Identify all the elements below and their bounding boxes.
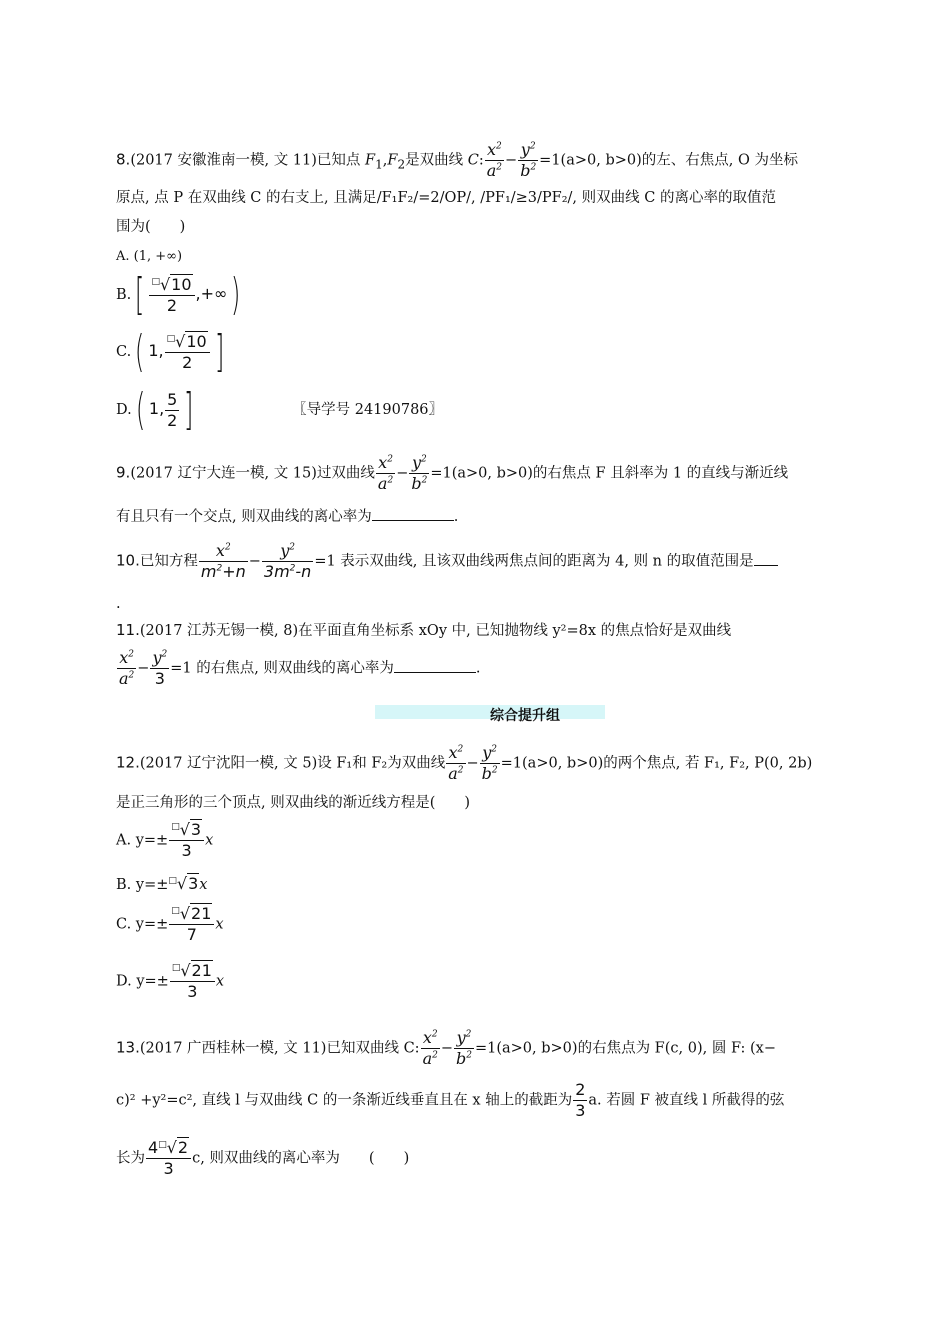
q8-line3: 围为( ) (116, 219, 186, 235)
q10-end: . (116, 596, 121, 612)
q9-line1: 9.(2017 辽宁大连一模, 文 15)过双曲线 $\frac{x^2}{a^2}$ − $\frac{y^2}{b^2}$ =1(a>0, b>0)的右焦点 F 且斜率为 1 的直线与渐近线 (116, 453, 789, 493)
q12-line2: 是正三角形的三个顶点, 则双曲线的渐近线方程是( ) (116, 795, 471, 811)
q8-line1: 8.(2017 安徽淮南一模, 文 11)已知点 $F_1,F_2$是双曲线 C: $\frac{x^2}{a^2}$ − $\frac{y^2}{b^2}$ =1(a>0, b>0)的左、右焦点, O 为坐标 (116, 140, 798, 180)
q12-option-b: B. y=±□√3x (116, 874, 208, 893)
q11-line1: 11.(2017 江苏无锡一模, 8)在平面直角坐标系 xOy 中, 已知抛物线 y²=8x 的焦点恰好是双曲线 (116, 621, 732, 639)
q8-reference: 〖导学号 24190786〗 (292, 402, 444, 418)
q12-option-c: C. y=± $\frac{^□√21}{7}$ x (116, 904, 224, 944)
q12-option-a: A. y=± $\frac{^□√3}{3}$ x (116, 820, 214, 860)
q8-source: (2017 安徽淮南一模, 文 11) (130, 152, 317, 169)
q11-line2: $\frac{x^2}{a^2}$ − $\frac{y^2}{3}$ =1 的右焦点, 则双曲线的离心率为 . (119, 648, 481, 688)
q13-line1: 13.(2017 广西桂林一模, 文 11)已知双曲线 C: $\frac{x^2}{a^2}$ − $\frac{y^2}{b^2}$ =1(a>0, b>0)的右焦点为 F(c, 0), 圆 F: (x− (116, 1028, 776, 1068)
q8-frac-y2-b2: $\frac{y^2}{b^2}$ (520, 140, 537, 180)
q8-stem-1: 已知点 (316, 152, 366, 169)
q10-answer-blank[interactable] (754, 551, 778, 566)
q8-frac-x2-a2: $\frac{x^2}{a^2}$ (486, 140, 503, 180)
q8-option-d: D.( 1, $\frac{5}{2}$ ] 〖导学号 24190786〗 (116, 384, 444, 435)
q8-option-a: A. (1, +∞) (116, 249, 183, 264)
q12-line1: 12.(2017 辽宁沈阳一模, 文 5)设 F₁和 F₂为双曲线 $\frac{x^2}{a^2}$ − $\frac{y^2}{b^2}$ =1(a>0, b>0)的两个焦点, 若 F₁, F₂, P(0, 2b) (116, 743, 813, 783)
q8-option-b: B.[ $\frac{^□√10}{2}$ ,+∞) (116, 269, 241, 320)
q12-option-d: D. y=± $\frac{^□√21}{3}$ x (116, 961, 225, 1001)
q8-number: 8. (116, 150, 131, 169)
q8-option-c: C.( 1, $\frac{^□√10}{2}$ ] (116, 326, 225, 377)
q11-answer-blank[interactable] (394, 658, 476, 673)
q9-answer-blank[interactable] (372, 506, 454, 521)
q8-line2: 原点, 点 P 在双曲线 C 的右支上, 且满足/F₁F₂/=2/OP/, /PF₁/≥3/PF₂/, 则双曲线 C 的离心率的取值范 (116, 190, 776, 206)
q10-line1: 10.已知方程 $\frac{x^2}{m^2+n}$ − $\frac{y^2}{3m^2-n}$ =1 表示双曲线, 且该双曲线两焦点间的距离为 4, 则 n 的取值范围是 (116, 543, 778, 580)
q13-line2: c)² +y²=c², 直线 l 与双曲线 C 的一条渐近线垂直且在 x 轴上的截距为 $\frac{2}{3}$ a. 若圆 F 被直线 l 所截得的弦 (116, 1080, 785, 1120)
q13-line3: 长为 $\frac{4^□√2}{3}$ c, 则双曲线的离心率为 ( ) (116, 1138, 410, 1178)
section-title: 综合提升组 (490, 708, 560, 724)
q8-stem-3: =1(a>0, b>0)的左、右焦点, O 为坐标 (539, 152, 798, 169)
q9-line2: 有且只有一个交点, 则双曲线的离心率为 . (116, 506, 458, 525)
